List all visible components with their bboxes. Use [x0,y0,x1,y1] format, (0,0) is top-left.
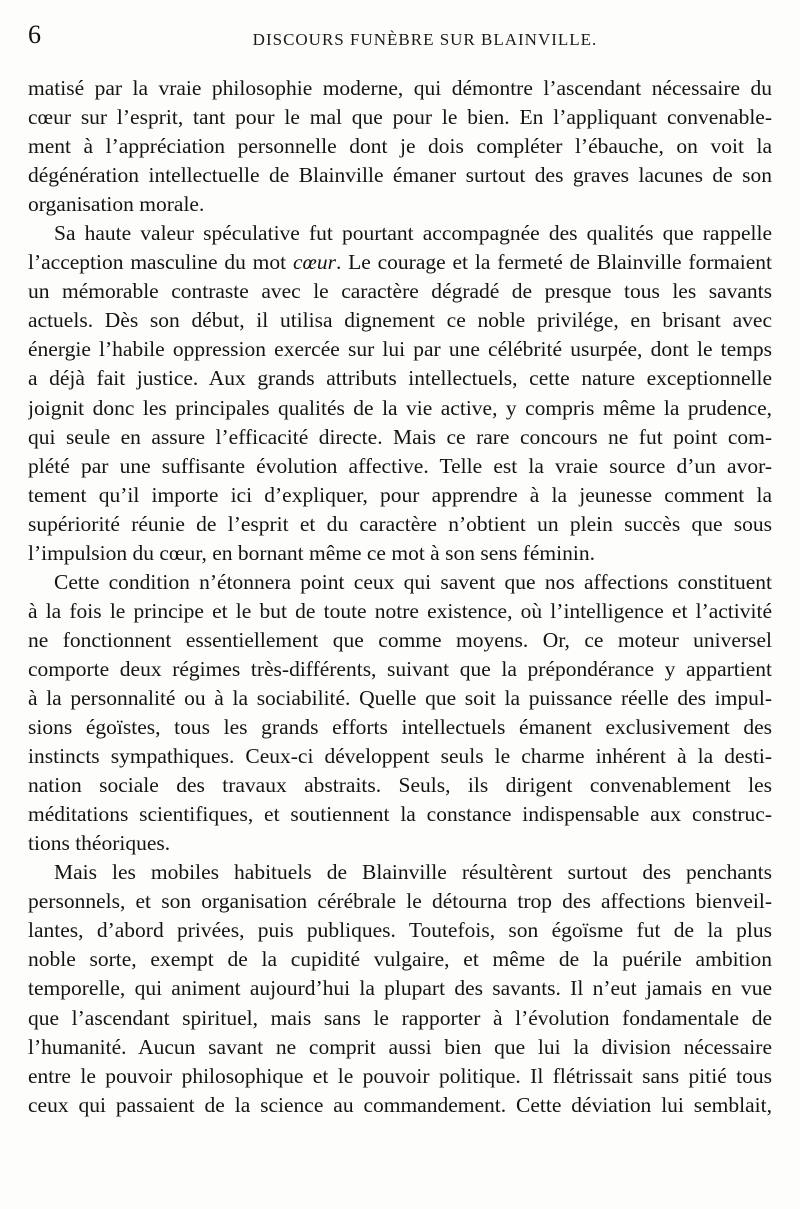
text-line: a déjà fait justice. Aux grands attributs intellectuels, cette nature exceptionnelle [28,366,772,391]
text-line: Mais les mobiles habituels de Blainville résultèrent surtout des penchants [54,860,772,885]
text-line: tions théoriques. [28,831,171,856]
italic-word: cœur [292,250,336,275]
text-run: l’acception masculine du mot [28,250,293,275]
text-line: ne fonctionnent essentiellement que comme moyens. Or, ce moteur universel [28,627,772,652]
text-line: supériorité réunie de l’esprit et du caractère n’obtient un plein succès que sous [28,511,772,536]
text-line: nation sociale des travaux abstraits. Seuls, ils dirigent convenablement les [28,773,772,798]
text-line: Cette condition n’étonnera point ceux qui savent que nos affections constituent [54,569,772,594]
text-line: instincts sympathiques. Ceux-ci développent seuls le charme inhérent à la desti- [28,744,772,769]
text-run: . Le courage et la fermeté de Blainville formaient [335,250,772,275]
text-line: noble sorte, exempt de la cupidité vulgaire, et même de la puérile ambition [28,947,772,972]
text-line: ceux qui passaient de la science au commandement. Cette déviation lui semblait, [28,1092,772,1117]
text-line: méditations scientifiques, et soutiennent la constance indispensable aux construc- [28,802,772,827]
text-line: personnels, et son organisation cérébrale le détourna trop des affections bienveil- [28,889,772,914]
text-line: matisé par la vraie philosophie moderne, qui démontre l’ascendant nécessaire du [28,76,772,100]
text-line: énergie l’habile oppression exercée sur lui par une célébrité usurpée, dont le temps [28,337,772,362]
text-line: que l’ascendant spirituel, mais sans le rapporter à l’évolution fondamentale de [28,1005,772,1030]
text-line: comporte deux régimes très-différents, suivant que la prépondérance y appartient [28,656,772,681]
text-line: lantes, d’abord privées, puis publiques. Toutefois, son égoïsme fut de la plus [28,918,772,943]
page-header [24,20,776,52]
text-line [28,248,772,277]
text-line: sions égoïstes, tous les grands efforts intellectuels émanent exclusivement des [28,715,772,740]
text-line: l’impulsion du cœur, en bornant même ce mot à son sens féminin. [28,540,595,565]
text-body [28,74,772,1120]
running-title: DISCOURS FUNÈBRE SUR BLAINVILLE. [252,30,598,49]
text-line: qui seule en assure l’efficacité directe. Mais ce rare concours ne fut point com- [28,424,772,449]
text-line: actuels. Dès son début, il utilisa dignement ce noble privilége, en brisant avec [28,308,772,333]
text-line: entre le pouvoir philosophique et le pouvoir politique. Il flétrissait sans pitié tous [28,1063,772,1088]
text-line: l’humanité. Aucun savant ne comprit aussi bien que lui la division nécessaire [28,1034,772,1059]
page-number: 6 [28,20,41,49]
text-line: cœur sur l’esprit, tant pour le mal que pour le bien. En l’appliquant convenable- [28,105,772,130]
text-line: joignit donc les principales qualités de la vie active, y compris même la prudence, [28,395,772,420]
text-line: temporelle, qui animent aujourd’hui la plupart des savants. Il n’eut jamais en vue [28,976,772,1001]
text-line: tement qu’il importe ici d’expliquer, pour apprendre à la jeunesse comment la [28,482,772,507]
text-line: à la fois le principe et le but de toute notre existence, où l’intelligence et l’activité [28,598,772,623]
text-line: ment à l’appréciation personnelle dont je dois compléter l’ébauche, on voit la [28,134,772,159]
text-line: Sa haute valeur spéculative fut pourtant accompagnée des qualités que rappelle [54,221,772,246]
text-line: un mémorable contraste avec le caractère dégradé de presque tous les savants [28,279,772,304]
text-line: à la personnalité ou à la sociabilité. Quelle que soit la puissance réelle des impul- [28,685,772,710]
text-line: plété par une suffisante évolution affective. Telle est la vraie source d’un avor- [28,453,772,478]
text-line: dégénération intellectuelle de Blainville émaner surtout des graves lacunes de son [28,163,772,188]
text-line: organisation morale. [28,192,205,217]
